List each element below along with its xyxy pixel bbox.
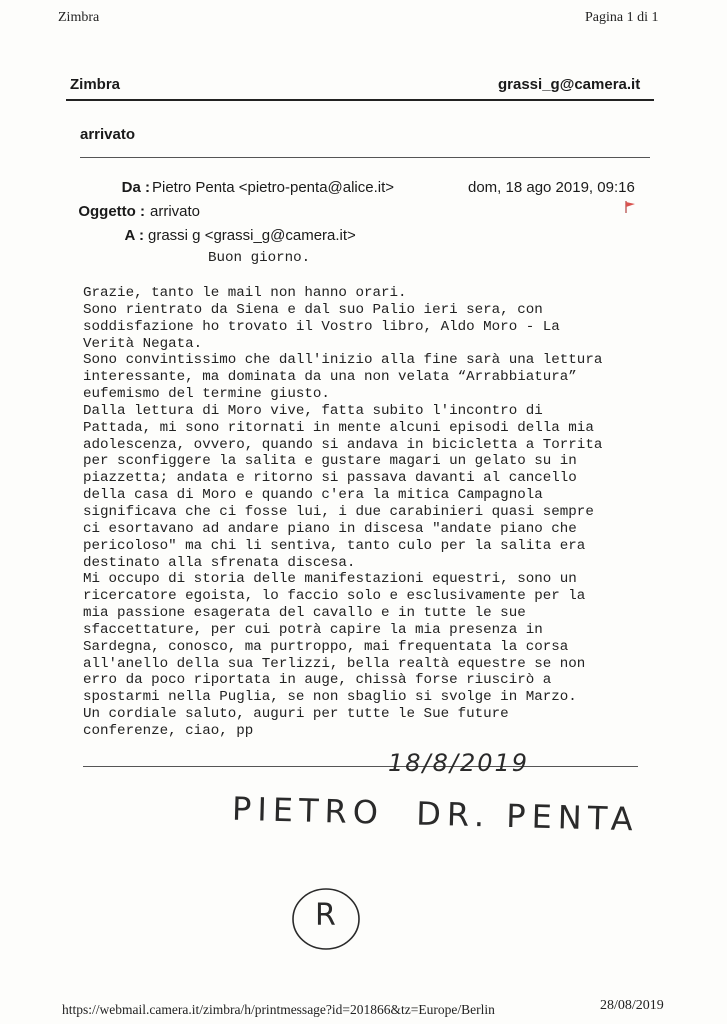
message-body (83, 285, 683, 740)
subject-divider (80, 157, 650, 158)
greeting: Buon giorno. (208, 250, 311, 266)
body-line: ricercatore egoista, lo faccio solo e esclusivamente per la (83, 588, 586, 605)
circled-initial (288, 884, 366, 954)
body-line: della casa di Moro e quando c'era la mitica Campagnola (83, 487, 543, 504)
header-divider (66, 99, 654, 101)
app-name: Zimbra (70, 76, 121, 93)
print-footer-url: https://webmail.camera.it/zimbra/h/printmessage?id=201866&tz=Europe/Berlin (62, 1002, 495, 1017)
body-line: interessante, ma dominata da una non velata “Arrabbiatura” (83, 369, 577, 386)
handwritten-signature: PIETRO DR. PENTA (231, 789, 640, 839)
subject-label: Oggetto : (78, 203, 145, 220)
circled-letter: R (315, 898, 336, 933)
body-line: destinato alla sfrenata discesa. (83, 554, 356, 571)
from-value: Pietro Penta <pietro-penta@alice.it> (152, 179, 395, 196)
body-line: spostarmi nella Puglia, se non sbaglio si svolge in Marzo. (83, 689, 577, 706)
message-date: dom, 18 ago 2019, 09:16 (468, 179, 635, 196)
body-line: mia passione esagerata del cavallo e in tutte le sue (83, 605, 526, 622)
body-line: ci esortavano ad andare piano in discesa "andate piano che (83, 520, 577, 537)
account-email: grassi_g@camera.it (498, 76, 641, 93)
body-line: Grazie, tanto le mail non hanno orari. (83, 285, 407, 301)
body-line: Dalla lettura di Moro vive, fatta subito l'incontro di (83, 402, 543, 419)
body-line: piazzetta; andata e ritorno si passava davanti al cancello (83, 470, 577, 487)
to-label: A : (124, 227, 144, 244)
print-header-page: Pagina 1 di 1 (585, 10, 659, 25)
print-header-left: Zimbra (58, 10, 100, 25)
body-line: eufemismo del termine giusto. (83, 386, 330, 403)
body-line: significava che ci fosse lui, i due carabinieri quasi sempre (83, 503, 594, 520)
body-line: Pattada, mi sono ritornati in mente alcuni episodi della mia (83, 419, 594, 436)
body-line: soddisfazione ho trovato il Vostro libro, Aldo Moro - La (83, 318, 560, 335)
body-line: Mi occupo di storia delle manifestazioni equestri, sono un (83, 571, 577, 588)
body-line: sfaccettature, per cui potrà capire la mia presenza in (83, 621, 543, 638)
body-line: per sconfiggere la salita e gustare magari un gelato su in (83, 453, 577, 470)
subject-value: arrivato (150, 203, 201, 220)
body-line: Verità Negata. (83, 335, 203, 352)
handwritten-date: 18/8/2019 (388, 749, 530, 777)
print-footer-date: 28/08/2019 (600, 998, 664, 1013)
body-line: Sardegna, conosco, ma purtroppo, mai frequentata la corsa (83, 638, 569, 655)
body-line: Sono convintissimo che dall'inizio alla fine sarà una lettura (83, 352, 603, 369)
subject-title: arrivato (80, 126, 136, 143)
body-line: Sono rientrato da Siena e dal suo Palio ieri sera, con (83, 301, 543, 318)
body-divider (83, 766, 638, 767)
from-label: Da : (121, 179, 150, 196)
body-line: Un cordiale saluto, auguri per tutte le Sue future (83, 706, 509, 723)
flag-icon (624, 200, 638, 219)
body-line: all'anello della sua Terlizzi, bella realtà equestre se non (83, 655, 586, 672)
body-line: erro da poco riportata in auge, chissà forse riuscirò a (83, 672, 552, 689)
body-line: adolescenza, ovvero, quando si andava in bicicletta a Torrita (83, 436, 603, 453)
body-line: pericoloso" ma chi li sentiva, tanto culo per la salita era (83, 537, 586, 554)
body-line: conferenze, ciao, pp (83, 722, 254, 739)
to-value: grassi g <grassi_g@camera.it> (148, 227, 356, 244)
